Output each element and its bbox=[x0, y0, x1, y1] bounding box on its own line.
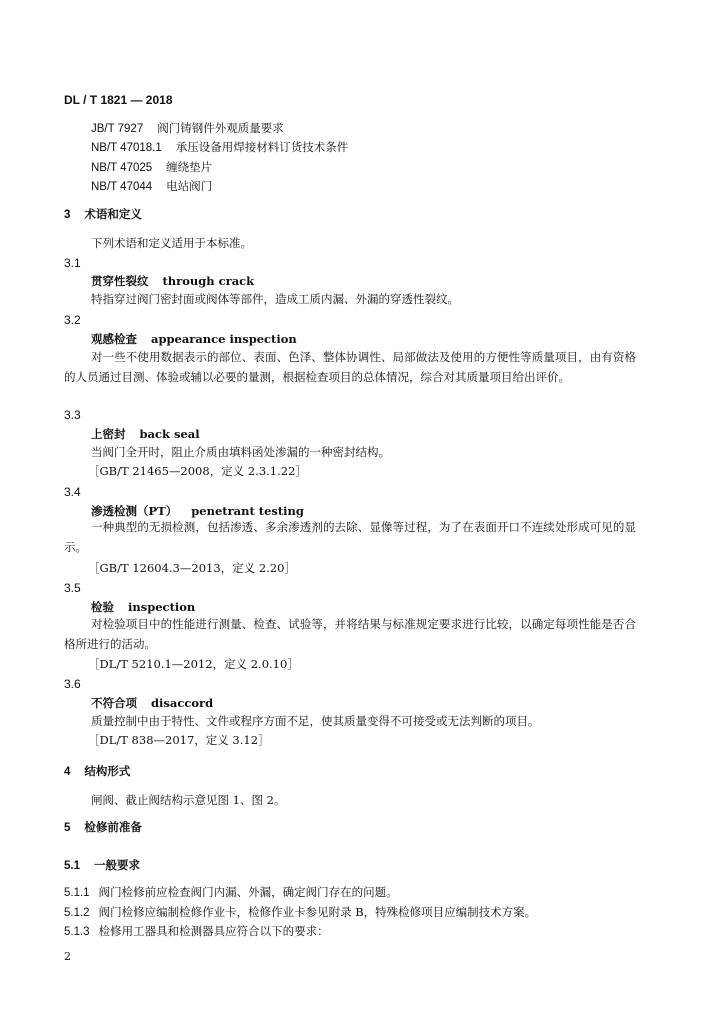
term-chinese: 渗透检测（PT） bbox=[91, 504, 178, 518]
section-title: 术语和定义 bbox=[84, 209, 142, 221]
reference-title: 承压设备用焊接材料订货技术条件 bbox=[175, 140, 349, 154]
section-title: 检修前准备 bbox=[84, 822, 142, 834]
term-heading bbox=[91, 425, 200, 444]
section-title: 结构形式 bbox=[84, 766, 131, 778]
standard-header: DL / T 1821 — 2018 bbox=[64, 93, 173, 107]
section-body: 闸阀、截止阀结构示意见图 1、图 2。 bbox=[91, 793, 286, 807]
clause-number: 5.1.1 bbox=[64, 887, 90, 899]
reference-title: 电站阀门 bbox=[166, 179, 213, 193]
term-english: through crack bbox=[162, 274, 255, 288]
reference-code: NB/T 47044 bbox=[91, 181, 153, 193]
term-english: inspection bbox=[128, 600, 196, 614]
term-definition: 质量控制中由于特性、文件或程序方面不足，使其质量变得不可接受或无法判断的项目。 bbox=[91, 714, 540, 728]
reference-item bbox=[91, 119, 284, 139]
subsection-number: 5.1 bbox=[64, 860, 80, 872]
subsection-heading bbox=[64, 856, 140, 876]
clause-item bbox=[64, 922, 329, 942]
reference-item bbox=[91, 177, 212, 197]
term-heading bbox=[91, 272, 254, 291]
reference-title: 阀门铸钢件外观质量要求 bbox=[157, 121, 284, 135]
term-source: ［DL/T 838—2017，定义 3.12］ bbox=[88, 733, 270, 747]
term-source: ［GB/T 21465—2008，定义 2.3.1.22］ bbox=[88, 464, 307, 478]
reference-code: JB/T 7927 bbox=[91, 123, 144, 135]
section-heading bbox=[64, 763, 130, 782]
term-english: back seal bbox=[139, 427, 200, 441]
page-number: 2 bbox=[64, 950, 71, 963]
clause-item bbox=[64, 903, 536, 923]
term-english: penetrant testing bbox=[191, 504, 304, 518]
section-intro: 下列术语和定义适用于本标准。 bbox=[91, 236, 252, 250]
section-number: 5 bbox=[64, 822, 71, 834]
term-chinese: 检验 bbox=[91, 600, 114, 614]
term-source: ［DL/T 5210.1—2012，定义 2.0.10］ bbox=[88, 657, 299, 671]
term-definition: 一种典型的无损检测，包括渗透、多余渗透剂的去除、显像等过程，为了在表面开口不连续处形成可见的显示。 bbox=[64, 520, 636, 554]
clause-number: 5.1.2 bbox=[64, 907, 90, 919]
term-chinese: 贯穿性裂纹 bbox=[91, 274, 149, 288]
reference-code: NB/T 47018.1 bbox=[91, 142, 162, 154]
reference-item bbox=[91, 138, 348, 158]
reference-code: NB/T 47025 bbox=[91, 162, 153, 174]
term-definition: 对一些不使用数据表示的部位、表面、色泽、整体协调性、局部做法及使用的方便性等质量项目，由有资格的人员通过目测、体验或辅以必要的量测，根据检查项目的总体情况，综合对其质量项目给出评价。 bbox=[64, 350, 636, 384]
term-definition: 对检验项目中的性能进行测量、检查、试验等，并将结果与标准规定要求进行比较，以确定每项性能是否合格所进行的活动。 bbox=[64, 617, 636, 651]
clause-text: 阀门检修应编制检修作业卡，检修作业卡参见附录 B，特殊检修项目应编制技术方案。 bbox=[98, 905, 537, 919]
term-heading bbox=[91, 330, 297, 349]
section-heading bbox=[64, 819, 142, 838]
reference-item bbox=[91, 158, 212, 178]
section-number: 4 bbox=[64, 766, 71, 778]
term-chinese: 不符合项 bbox=[91, 696, 137, 710]
subsection-title: 一般要求 bbox=[94, 858, 140, 872]
clause-text: 阀门检修前应检查阀门内漏、外漏，确定阀门存在的问题。 bbox=[98, 885, 398, 899]
section-number: 3 bbox=[64, 209, 71, 221]
clause-number: 5.1.3 bbox=[64, 926, 90, 938]
section-heading bbox=[64, 206, 142, 225]
term-number: 3.6 bbox=[64, 677, 81, 691]
term-number: 3.4 bbox=[64, 485, 81, 499]
term-definition: 当阀门全开时，阻止介质由填料函处渗漏的一种密封结构。 bbox=[91, 445, 390, 459]
term-number: 3.2 bbox=[64, 313, 81, 327]
term-english: disaccord bbox=[151, 696, 214, 710]
term-heading bbox=[91, 694, 213, 713]
term-number: 3.3 bbox=[64, 408, 81, 422]
term-chinese: 上密封 bbox=[91, 427, 126, 441]
reference-title: 缠绕垫片 bbox=[166, 160, 213, 174]
term-chinese: 观感检查 bbox=[91, 332, 137, 346]
term-source: ［GB/T 12604.3—2013，定义 2.20］ bbox=[88, 561, 296, 575]
clause-text: 检修用工器具和检测器具应符合以下的要求： bbox=[98, 924, 329, 938]
term-number: 3.1 bbox=[64, 256, 81, 270]
term-english: appearance inspection bbox=[151, 332, 297, 346]
term-definition: 特指穿过阀门密封面或阀体等部件，造成工质内漏、外漏的穿透性裂纹。 bbox=[91, 292, 459, 306]
clause-item bbox=[64, 883, 398, 903]
term-number: 3.5 bbox=[64, 581, 81, 595]
